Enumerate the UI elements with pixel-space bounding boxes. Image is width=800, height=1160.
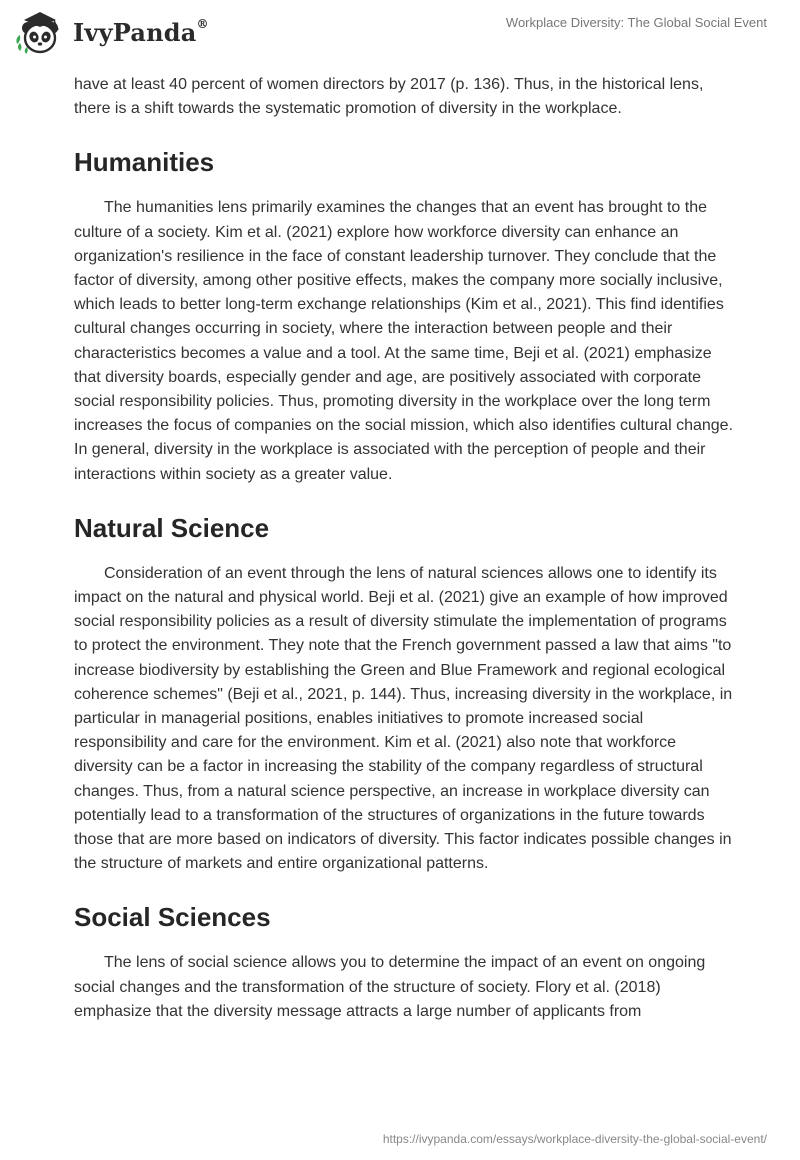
document-title: Workplace Diversity: The Global Social Event [505, 15, 767, 30]
paragraph-humanities: The humanities lens primarily examines the changes that an event has brought to the culture of a society. Kim et al. (2021) explore how workforce diversity can enhance an organization's resilience in the face of constant leadership turnover. They conclude that the factor of diversity, among other positive effects, makes the company more socially inclusive, which leads to better long-term exchange relationships (Kim et al., 2021). This find identifies cultural changes occurring in society, where the interaction between people and their characteristics becomes a value and a tool. At the same time, Beji et al. (2021) emphasize that diversity boards, especially gender and age, are positively associated with corporate social responsibility policies. Thus, promoting diversity in the workplace over the long term increases the focus of companies on the social mission, which also identifies cultural change. In general, diversity in the workplace is associated with the perception of people and their interactions within society as a greater value. [74, 199, 734, 483]
registered-mark: ® [196, 17, 209, 31]
brand-name[interactable] [73, 18, 209, 47]
paragraph-social-sciences: The lens of social science allows you to determine the impact of an event on ongoing social changes and the transformation of the structure of society. Flory et al. (2018) emphasize that the diversity message attracts a large number of applicants from [74, 954, 706, 1020]
paragraph-natural-science: Consideration of an event through the lens of natural sciences allows one to identify its impact on the natural and physical world. Beji et al. (2021) give an example of how improved social responsibility policies as a result of diversity stimulate the implementation of programs to protect the environment. They note that the French government passed a law that aims "to increase biodiversity by establishing the Green and Blue Framework and regional ecological coherence schemes" (Beji et al., 2021, p. 144). Thus, increasing diversity in the workplace, in particular in managerial positions, enables initiatives to promote increased social responsibility and care for the environment. Kim et al. (2021) also note that workforce diversity can be a factor in increasing the stability of the company regardless of structural changes. Thus, from a natural science perspective, an increase in workplace diversity can potentially lead to a transformation of the structures of organizations in the future towards those that are more based on indicators of diversity. This factor indicates possible changes in the structure of markets and entire organizational patterns. [74, 564, 733, 873]
heading-social-sciences: Social Sciences [74, 902, 271, 933]
ivypanda-logo[interactable] [14, 8, 66, 56]
essay-content [74, 70, 734, 1024]
heading-natural-science: Natural Science [74, 512, 270, 543]
brand-text: IvyPanda [73, 18, 197, 47]
page-header [0, 0, 800, 70]
source-url[interactable]: https://ivypanda.com/essays/workplace-diversity-the-global-social-event/ [382, 1132, 767, 1146]
heading-humanities: Humanities [74, 147, 215, 178]
panda-graduate-icon [14, 8, 66, 56]
intro-paragraph-tail: have at least 40 percent of women directors by 2017 (p. 136). Thus, in the historical lens, there is a shift towards the systematic promotion of diversity in the workplace. [74, 76, 704, 118]
